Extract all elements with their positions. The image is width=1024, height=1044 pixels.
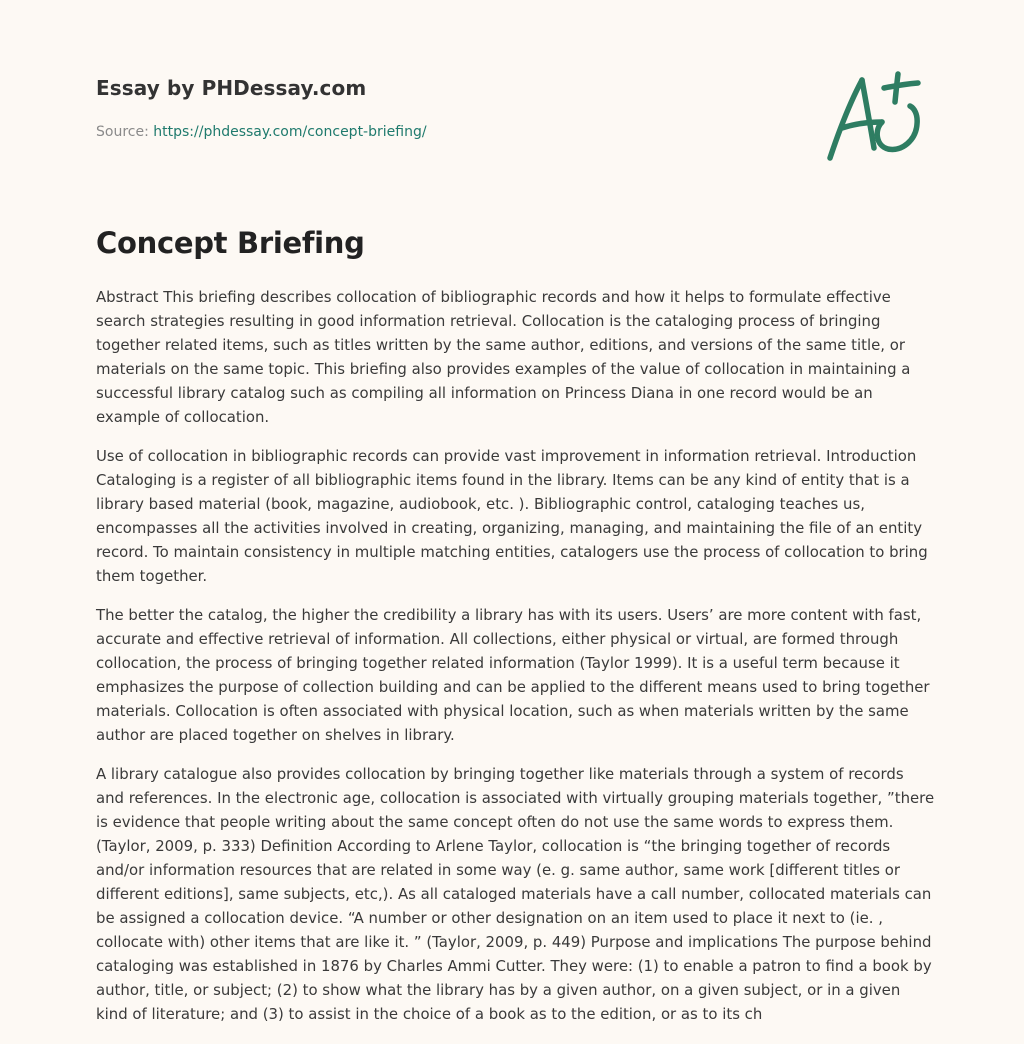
page-title: Concept Briefing bbox=[96, 226, 365, 260]
paragraph: The better the catalog, the higher the credibility a library has with its users. Users’ are more content with fast, accurate and effective retrieval of information. All collections, either physical or virtual, are formed through collocation, the process of bringing together related information (Taylor 1999). It is a useful term because it emphasizes the purpose of collection building and can be applied to the different means used to bring together materials. Collocation is often associated with physical location, such as when materials written by the same author are placed together on shelves in library. bbox=[96, 606, 930, 744]
site-title: Essay by PHDessay.com bbox=[96, 76, 367, 100]
a-plus-logo-icon bbox=[822, 66, 926, 166]
source-label: Source: bbox=[96, 124, 154, 140]
source-link[interactable]: https://phdessay.com/concept-briefing/ bbox=[153, 124, 427, 140]
paragraph: Abstract This briefing describes collocation of bibliographic records and how it helps to formulate effective search strategies resulting in good information retrieval. Collocation is the cataloging process of bringing together related items, such as titles written by the same author, editions, and versions of the same title, or materials on the same topic. This briefing also provides examples of the value of collocation in maintaining a successful library catalog such as compiling all information on Princess Diana in one record would be an example of collocation. bbox=[96, 288, 911, 426]
paragraph: A library catalogue also provides collocation by bringing together like materials through a system of records and references. In the electronic age, collocation is associated with virtually grouping materials together, ”there is evidence that people writing about the same concept often do not use the same words to express them. (Taylor, 2009, p. 333) Definition According to Arlene Taylor, collocation is “the bringing together of records and/or information resources that are related in some way (e. g. same author, same work [different titles or different editions], same subjects, etc,). As all cataloged materials have a call number, collocated materials can be assigned a collocation device. “A number or other designation on an item used to place it next to (ie. , collocate with) other items that are like it. ” (Taylor, 2009, p. 449) Purpose and implications The purpose behind cataloging was established in 1876 by Charles Ammi Cutter. They were: (1) to enable a patron to find a book by author, title, or subject; (2) to show what the library has by a given author, on a given subject, or in a given kind of literature; and (3) to assist in the choice of a book as to the edition, or as to its ch bbox=[96, 765, 935, 1023]
article-body bbox=[96, 285, 936, 1041]
paragraph: Use of collocation in bibliographic records can provide vast improvement in information retrieval. Introduction Cataloging is a register of all bibliographic items found in the library. Items can be any kind of entity that is a library based material (book, magazine, audiobook, etc. ). Bibliographic control, cataloging teaches us, encompasses all the activities involved in creating, organizing, managing, and maintaining the file of an entity record. To maintain consistency in multiple matching entities, catalogers use the process of collocation to bring them together. bbox=[96, 447, 928, 585]
source-line bbox=[96, 124, 427, 140]
